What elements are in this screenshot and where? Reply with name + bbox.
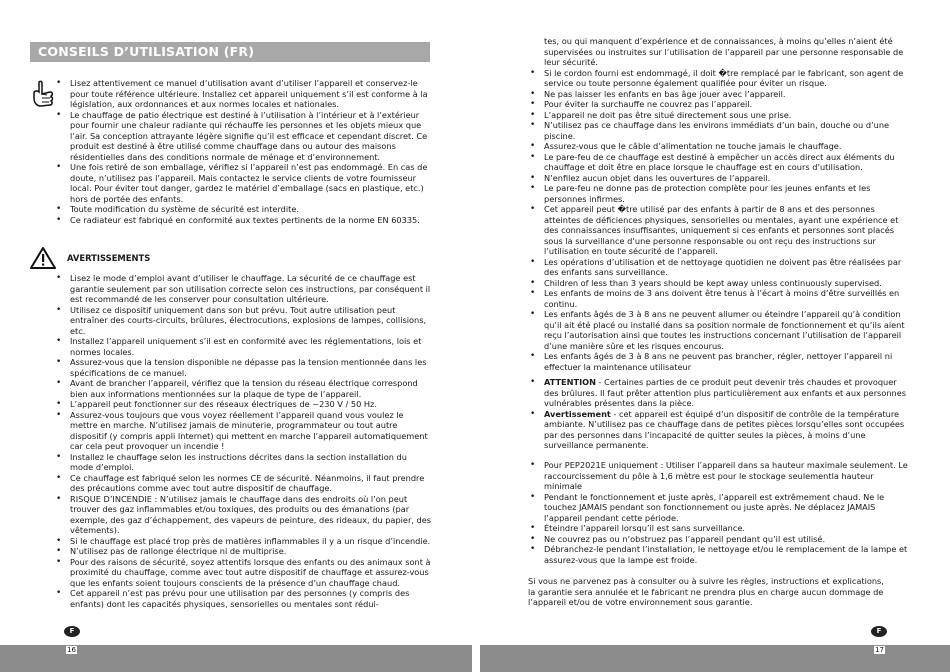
list-item: • Ne couvrez pas ou n’obstruez pas l’appareil pendant qu’il est utilisé.: [528, 534, 912, 545]
list-item: • Assurez-vous que le câble d’alimentation ne touche jamais le chauffage.: [528, 141, 912, 152]
list-item: • Assurez-vous que la tension disponible ne dépasse pas la tension mentionnée dans les spécifications de ce manuel.: [54, 357, 432, 378]
list-item: • Ce radiateur est fabriqué en conformité aux textes pertinents de la norme EN 60335.: [54, 215, 432, 226]
list-item: • Pour PEP2021E uniquement : Utiliser l’appareil dans sa hauteur maximale seulement. Le raccourcissement du pôle à 1,6 mètre est pour le stockage seulementla hauteur minimale: [528, 460, 912, 492]
warning-triangle-icon: [30, 246, 56, 270]
page-number-left: 16: [67, 646, 76, 654]
list-item: • Cet appareil peut �tre utilisé par des enfants à partir de 8 ans et des personnes atteintes de déficiences physiques, sensorielles ou mentales, ayant une expérience et des connaissances insuffisantes, uniquement si ces enfants et personnes sont placés sous la surveillance d’une personne responsable ou ont reçu des instructions sur l’utilisation en toute sécurité de l’appareil.: [528, 204, 912, 257]
list-item: • Lisez le mode d’emploi avant d’utiliser le chauffage. La sécurité de ce chauffage est garantie seulement par son utilisation correcte selon ces instructions, par conséquent il est recommandé de les conserver pour consultation ultérieure.: [54, 273, 432, 305]
avertissement-text: - cet appareil est équipé d’un dispositif de contrôle de la température ambiante. N’utilisez pas ce chauffage dans de petites pièces lorsqu’elles sont occupées par des personnes dans l’incapacité de quitter seules la pièces, à moins d’une surveillance permanente.: [544, 408, 905, 450]
list-item: • Si le cordon fourni est endommagé, il doit �tre remplacé par le fabricant, son agent de service ou toute personne également qualifiée pour éviter un risque.: [528, 68, 912, 89]
list-item: • Toute modification du système de sécurité est interdite.: [54, 204, 432, 215]
attention-label: ATTENTION: [544, 377, 596, 387]
list-item: • Pour des raisons de sécurité, soyez attentifs lorsque des enfants ou des animaux sont à proximité du chauffage, comme avec tout autre dispositif de chauffage et assurez-vous que les enfants soient toujours conscients de la présence d’un chauffage chaud.: [54, 557, 432, 589]
list-item: • RISQUE D’INCENDIE : N’utilisez jamais le chauffage dans des endroits où l’on peut trouver des gaz inflammables et/ou toxiques, des produits ou des émanations (par exemple, des gaz d’échappement, des vapeurs de peinture, des rideaux, du papier, des vêtements).: [54, 494, 432, 536]
list-item: • Les enfants de moins de 3 ans doivent être tenus à l’écart à moins d’être surveillés en continu.: [528, 288, 912, 309]
list-item: • N’enfilez aucun objet dans les ouvertures de l’appareil.: [528, 173, 912, 184]
avertissement-label: Avertissement: [544, 408, 611, 419]
list-item: • Les enfants âgés de 3 à 8 ans ne peuvent pas brancher, régler, nettoyer l’appareil ni effectuer la maintenance utilisateur: [528, 351, 912, 372]
attention-list: [528, 377, 912, 451]
intro-list: [54, 78, 432, 225]
attention-text: - Certaines parties de ce produit peut devenir très chaudes et provoquer des brûlures. Il faut prêter attention plus particulièrement aux enfants et aux personnes vulnérables présentes dans la pièce.: [544, 377, 907, 408]
avertissement-item: [528, 409, 912, 451]
list-item: • N’utilisez pas de rallonge électrique ni de multiprise.: [54, 546, 432, 557]
list-item: • L’appareil peut fonctionner sur des réseaux électriques de ~230 V / 50 Hz.: [54, 399, 432, 410]
list-item: • Éteindre l’appareil lorsqu’il est sans surveillance.: [528, 523, 912, 534]
list-item: • Si le chauffage est placé trop près de matières inflammables il y a un risque d’incendie.: [54, 536, 432, 547]
list-item: • Le chauffage de patio électrique est destiné à l’utilisation à l’intérieur et à l’extérieur pour fournir une chaleur radiante qui réchauffe les personnes et les objets mieux que l’air. Sa conception attrayante légère signifie qu’il est efficace et cependant discret. Ce produit est destiné à être utilisé comme chauffage dans ou autour des maisons résidentielles dans des conditions normale de ménage et d’environnement.: [54, 110, 432, 163]
list-item-continuation: tes, ou qui manquent d’expérience et de connaissances, à moins qu’elles n’aient été supervisées ou instruites sur l’utilisation de l’appareil par une personne responsable de leur sécurité.: [544, 36, 904, 67]
list-item: • Débranchez-le pendant l’installation, le nettoyage et/ou le remplacement de la lampe et assurez-vous que la lampe est froide.: [528, 544, 912, 565]
pointing-hand-icon: [30, 80, 56, 110]
list-item: • Une fois retiré de son emballage, vérifiez si l’appareil n’est pas endommagé. En cas de doute, n’utilisez pas l’appareil. Mais contactez le service clients de votre fournisseur local. Pour éviter tout danger, gardez le matériel d’emballage (sacs en plastique, etc.) hors de portée des enfants.: [54, 162, 432, 204]
list-item: • Le pare-feu de ce chauffage est destiné à empêcher un accès direct aux éléments du chauffage et doit être en place lorsque le chauffage est en cours d’utilisation.: [528, 152, 912, 173]
list-item: • Pendant le fonctionnement et juste après, l’appareil est extrêmement chaud. Ne le touchez JAMAIS pendant son fonctionnement ou juste après. Ne déplacez JAMAIS l’appareil pendant cette période.: [528, 492, 912, 524]
list-item: • Children of less than 3 years should be kept away unless continuously supervised.: [528, 278, 912, 289]
list-item: • Assurez-vous toujours que vous voyez réellement l’appareil quand vous voulez le mettre en marche. N’utilisez jamais de minuterie, programmateur ou tout autre dispositif (y compris appli Internet) qui mettent en marche l’appareil automatiquement car cela peut provoquer un incendie !: [54, 410, 432, 452]
list-item: • Le pare-feu ne donne pas de protection complète pour les jeunes enfants et les personnes infirmes.: [528, 183, 912, 204]
pep-list: [528, 460, 912, 565]
list-item: • Cet appareil n’est pas prévu pour une utilisation par des personnes (y compris des enfants) dont les capacités physiques, sensorielles ou mentales sont rédui-: [54, 588, 432, 609]
list-item: • Lisez attentivement ce manuel d’utilisation avant d’utiliser l’appareil et conservez-le pour toute référence ultérieure. Installez cet appareil uniquement s’il est conforme à la législation, aux ordonnances et aux normes locales et nationales.: [54, 78, 432, 110]
continued-warnings-list: [528, 36, 912, 372]
list-item: • Ce chauffage est fabriqué selon les normes CE de sécurité. Néanmoins, il faut prendre des précautions comme avec tout autre dispositif de chauffage.: [54, 473, 432, 494]
list-item: • Installez le chauffage selon les instructions décrites dans la section installation du mode d’emploi.: [54, 452, 432, 473]
list-item: • Pour éviter la surchauffe ne couvrez pas l’appareil.: [528, 99, 912, 110]
warnings-heading: AVERTISSEMENTS: [67, 253, 151, 263]
page-number-right: 17: [875, 646, 884, 654]
section-title-banner: CONSEILS D’UTILISATION (FR): [30, 42, 430, 62]
list-item: • Les opérations d’utilisation et de nettoyage quotidien ne doivent pas être réalisées par des enfants sans surveillance.: [528, 257, 912, 278]
list-item: • N’utilisez pas ce chauffage dans les environs immédiats d’un bain, douche ou d’une piscine.: [528, 120, 912, 141]
list-item: • Installez l’appareil uniquement s’il est en conformité avec les réglementations, lois et normes locales.: [54, 336, 432, 357]
list-item: • Utilisez ce dispositif uniquement dans son but prévu. Tout autre utilisation peut entraîner des courts-circuits, brûlures, électrocutions, explosions de lampes, collisions, etc.: [54, 305, 432, 337]
list-item: • L’appareil ne doit pas être situé directement sous une prise.: [528, 110, 912, 121]
language-badge-left: F: [64, 626, 80, 637]
list-item: • Ne pas laisser les enfants en bas âge jouer avec l’appareil.: [528, 89, 912, 100]
list-item: • Avant de brancher l’appareil, vérifiez que la tension du réseau électrique correspond bien aux informations mentionnées sur la plaque de type de l’appareil.: [54, 378, 432, 399]
list-item: • Les enfants âgés de 3 à 8 ans ne peuvent allumer ou éteindre l’appareil qu’à condition qu’il ait été placé ou installé dans sa position normale de fonctionnement et qu’ils aient reçu l’autorisation ainsi que toutes les instructions concernant l’utilisation de l’appareil d’une manière sûre et les risques encourus.: [528, 309, 912, 351]
closing-paragraph: Si vous ne parvenez pas à consulter ou à suivre les règles, instructions et explications, la garantie sera annulée et le fabricant ne prendra plus en charge aucun dommage de l’appareil et/ou de votre environnement sous garantie.: [528, 576, 884, 607]
warnings-list: [54, 273, 432, 609]
language-badge-right: F: [871, 626, 887, 637]
attention-item: [528, 377, 912, 409]
